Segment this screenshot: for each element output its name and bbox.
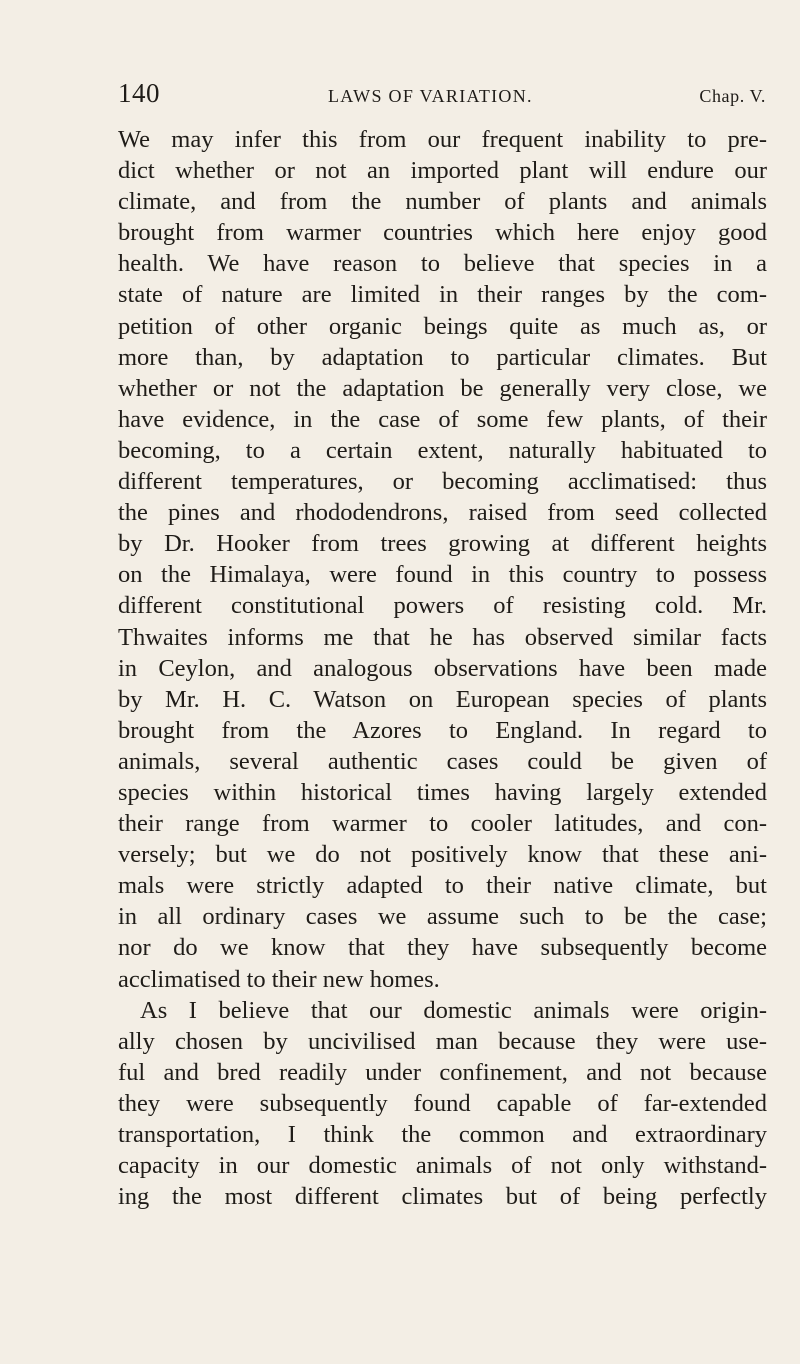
paragraph-start-line: As I believe that our domestic animals were origin- xyxy=(140,996,767,1024)
text-line: by Mr. H. C. Watson on European species of plants xyxy=(118,685,767,713)
running-title: LAWS OF VARIATION. xyxy=(328,86,533,106)
text-line: ful and bred readily under confinement, and not because xyxy=(118,1058,767,1086)
text-line: species within historical times having largely extended xyxy=(118,778,767,806)
text-line: whether or not the adaptation be generally very close, we xyxy=(118,374,767,402)
text-line: different temperatures, or becoming acclimatised: thus xyxy=(118,468,767,496)
text-line: state of nature are limited in their ranges by the com- xyxy=(118,281,767,309)
text-line: We may infer this from our frequent inability to pre- xyxy=(118,126,767,153)
text-line: ing the most different climates but of being perfectly xyxy=(118,1183,767,1211)
text-line: more than, by adaptation to particular climates. But xyxy=(118,343,767,371)
text-line: transportation, I think the common and extraordinary xyxy=(118,1121,767,1148)
text-line: climate, and from the number of plants and animals xyxy=(118,188,767,216)
text-line: Thwaites informs me that he has observed similar facts xyxy=(118,623,767,651)
text-line: capacity in our domestic animals of not only withstand- xyxy=(118,1152,767,1180)
body-text xyxy=(118,124,767,1212)
text-line: health. We have reason to believe that species in a xyxy=(118,250,767,278)
text-line: their range from warmer to cooler latitudes, and con- xyxy=(118,810,767,838)
chapter-label: Chap. V. xyxy=(699,86,766,106)
text-line: in all ordinary cases we assume such to be the case; xyxy=(118,903,767,931)
page-number: 140 xyxy=(118,78,160,108)
text-line: becoming, to a certain extent, naturally habituated to xyxy=(118,436,767,464)
text-line: nor do we know that they have subsequently become xyxy=(118,934,767,962)
running-head xyxy=(118,78,766,110)
text-line: brought from the Azores to England. In regard to xyxy=(118,716,767,744)
text-line: ally chosen by uncivilised man because they were use- xyxy=(118,1027,767,1055)
text-line: different constitutional powers of resisting cold. Mr. xyxy=(118,592,767,620)
text-line: on the Himalaya, were found in this country to possess xyxy=(118,561,767,589)
text-line: animals, several authentic cases could be given of xyxy=(118,747,767,775)
text-line: in Ceylon, and analogous observations have been made xyxy=(118,654,767,682)
text-line: dict whether or not an imported plant will endure our xyxy=(118,157,767,185)
text-line: versely; but we do not positively know that these ani- xyxy=(118,841,767,869)
text-line: by Dr. Hooker from trees growing at different heights xyxy=(118,530,767,558)
text-line: have evidence, in the case of some few plants, of their xyxy=(118,405,767,433)
text-line: acclimatised to their new homes. xyxy=(118,965,440,993)
text-line: petition of other organic beings quite as much as, or xyxy=(118,312,767,340)
text-line: mals were strictly adapted to their native climate, but xyxy=(118,872,767,900)
text-line: brought from warmer countries which here enjoy good xyxy=(118,219,767,247)
text-line: the pines and rhododendrons, raised from seed collected xyxy=(118,499,767,527)
text-line: they were subsequently found capable of far-extended xyxy=(118,1089,767,1117)
